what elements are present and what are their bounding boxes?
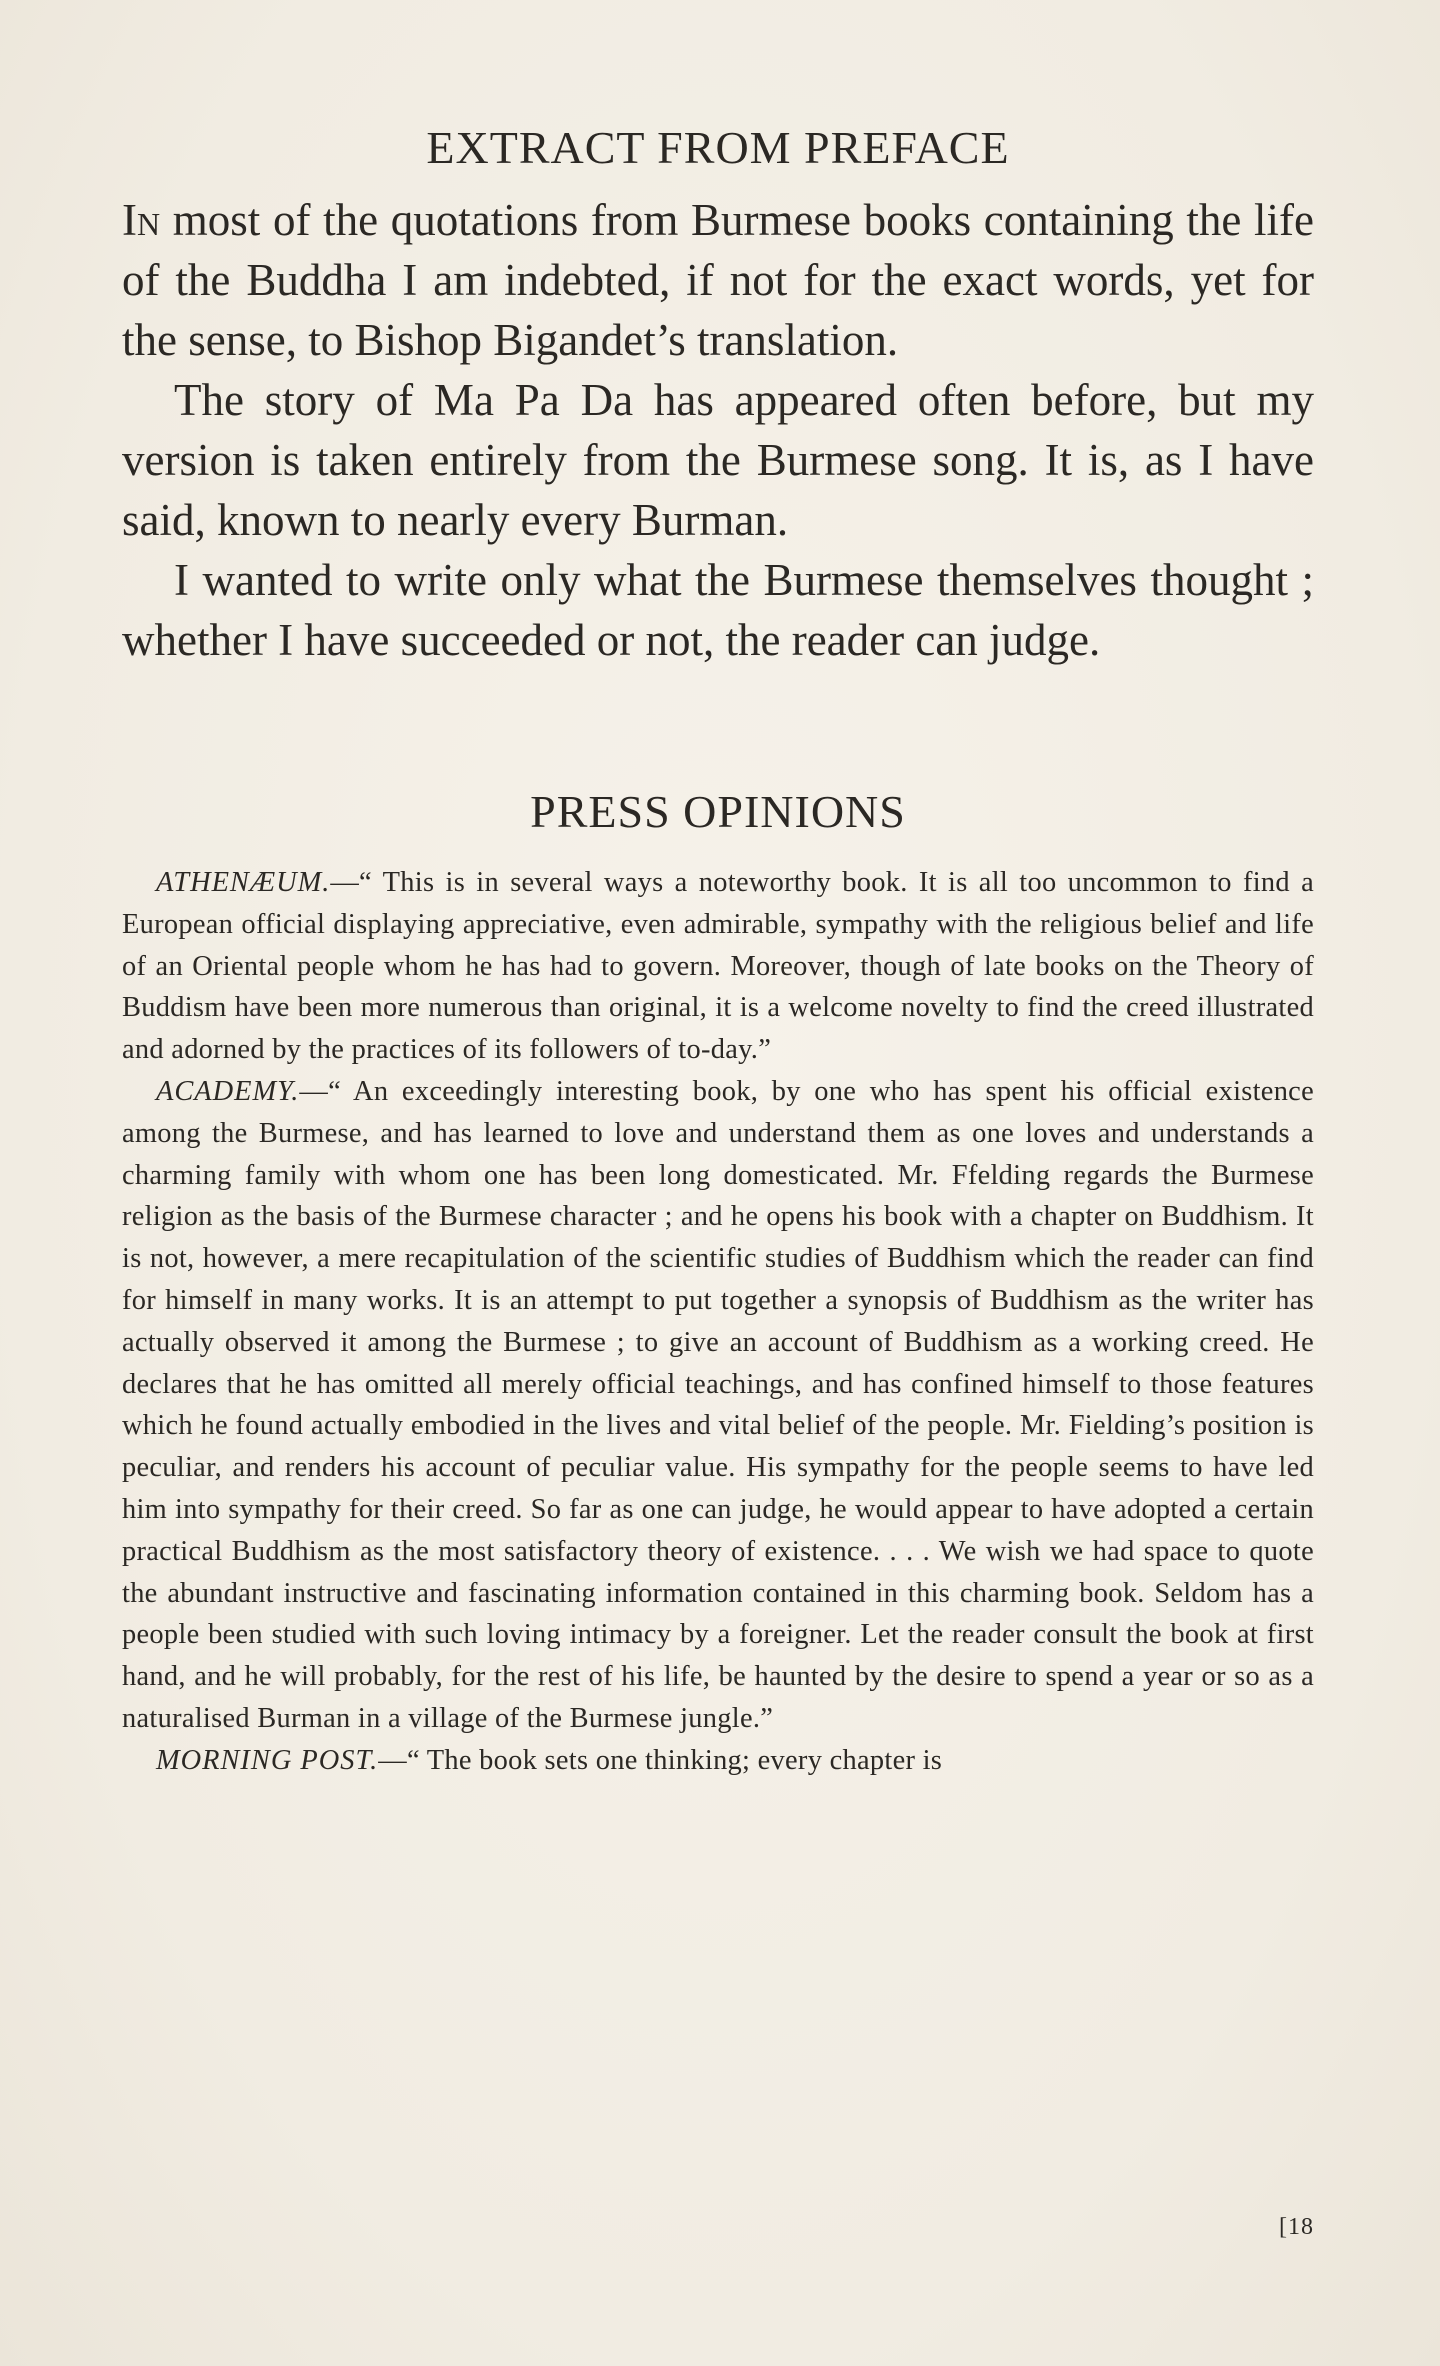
preface-paragraph-2: The story of Ma Pa Da has appeared often before, but my version is taken entirely from the Burmese song. It is, as I have said, known to nearly every Burman.	[122, 375, 1314, 545]
opinion-source: ATHENÆUM.	[156, 867, 331, 898]
opinion-athenaeum	[122, 862, 1314, 1071]
opinion-morning-post	[122, 1740, 1314, 1782]
preface-opening-word: In	[122, 195, 161, 245]
opinion-source: MORNING POST.	[156, 1744, 379, 1776]
opinion-text: —“ The book sets one thinking; every chapter is	[378, 1744, 943, 1776]
preface-paragraph-3: I wanted to write only what the Burmese themselves thought ; whether I have succeeded or not, the reader can judge.	[122, 555, 1314, 665]
press-opinions-heading: PRESS OPINIONS	[530, 786, 906, 837]
preface-heading: EXTRACT FROM PREFACE	[426, 122, 1010, 173]
text-column	[122, 118, 1314, 1782]
opinion-text: —“ An exceedingly interesting book, by one who has spent his official existence among the Burmese, and has learned to love and understand them as one loves and understands a charming family with whom one has been long domesticated. Mr. Ffelding regards the Burmese religion as the basis of the Burmese character ; and he opens his book with a chapter on Buddhism. It is not, however, a mere recapitulation of the scientific studies of Buddhism which the reader can find for himself in many works. It is an attempt to put together a synopsis of Buddhism as the writer has actually observed it among the Burmese ; to give an account of Buddhism as a working creed. He declares that he has omitted all merely official teachings, and has confined himself to those features which he found actually embodied in the lives and vital belief of the people. Mr. Fielding’s position is peculiar, and renders his account of peculiar value. His sympathy for the people seems to have led him into sympathy for their creed. So far as one can judge, he would appear to have adopted a certain practical Buddhism as the most satisfactory theory of existence. . . . We wish we had space to quote the abundant instructive and fascinating information contained in this charming book. Seldom has a people been studied with such loving intimacy by a foreigner. Let the reader consult the book at first hand, and he will probably, for the rest of his life, be haunted by the desire to spend a year or so as a naturalised Burman in a village of the Burmese jungle.”	[122, 1075, 1314, 1734]
page-catchword: [18	[1279, 2214, 1314, 2240]
opinion-text: —“ This is in several ways a noteworthy book. It is all too uncommon to find a European official displaying appreciative, even admirable, sympathy with the religious belief and life of an Oriental people whom he has had to govern. Moreover, though of late books on the Theory of Buddism have been more numerous than original, it is a welcome novelty to find the creed illustrated and adorned by the practices of its followers of to-day.”	[122, 867, 1314, 1066]
opinion-academy	[122, 1071, 1314, 1740]
press-opinions-section	[122, 782, 1314, 1782]
opinion-source: ACADEMY.	[156, 1075, 300, 1107]
preface-section	[122, 118, 1314, 670]
preface-paragraph-1	[122, 190, 1314, 370]
preface-paragraph-1-text: most of the quotations from Burmese books containing the life of the Buddha I am indebted, if not for the exact words, yet for the sense, to Bishop Bigandet’s translation.	[122, 195, 1314, 365]
